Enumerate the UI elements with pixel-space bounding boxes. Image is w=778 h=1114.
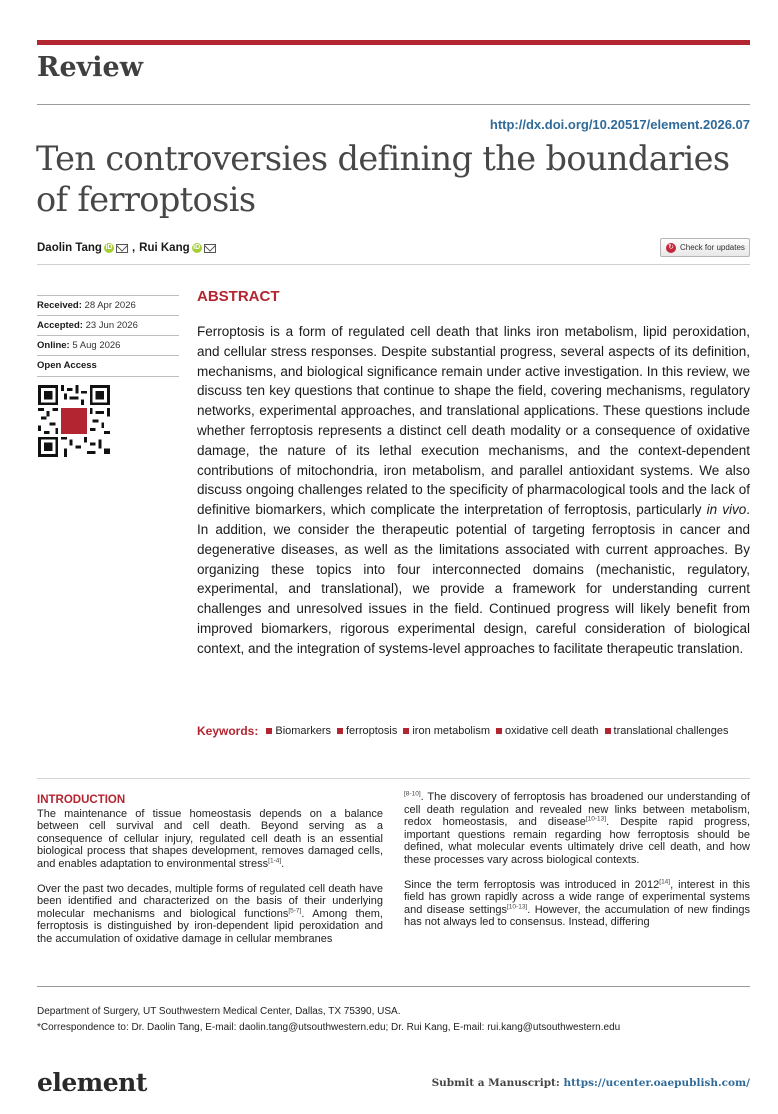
header-divider: [37, 104, 750, 105]
online-date: Online: 5 Aug 2026: [37, 340, 121, 351]
author-divider: [37, 264, 750, 265]
citation[interactable]: [5-7]: [288, 907, 302, 915]
open-access-label: Open Access: [37, 360, 97, 371]
citation[interactable]: [14]: [659, 877, 671, 885]
citation[interactable]: [10-13]: [507, 903, 528, 911]
check-updates-label: Check for updates: [680, 243, 745, 252]
intro-paragraph-1: The maintenance of tissue homeostasis depends on a balance between cell survival and cell death. Beyond serving as a consequence of cellular injury, regulated cell death is an essential biological process that shapes development, removes damaged cells, and enables adaptation to environmental stress[1-4].: [37, 807, 383, 870]
author-name-2[interactable]: Rui Kang: [139, 242, 190, 254]
citation[interactable]: [1-4]: [268, 857, 282, 865]
body-divider: [37, 778, 750, 779]
received-date: Received: 28 Apr 2026: [37, 300, 136, 311]
doi-link[interactable]: http://dx.doi.org/10.20517/element.2026.07: [489, 117, 750, 132]
author-name-1[interactable]: Daolin Tang: [37, 242, 102, 254]
submit-url[interactable]: https://ucenter.oaepublish.com/: [563, 1077, 750, 1089]
submit-manuscript: [432, 1077, 750, 1089]
intro-right-column: [404, 791, 750, 941]
accepted-date: Accepted: 23 Jun 2026: [37, 320, 138, 331]
section-label: Review: [37, 52, 143, 83]
article-title: Ten controversies defining the boundaries of ferroptosis: [36, 139, 730, 219]
abstract-heading: ABSTRACT: [197, 288, 280, 305]
orcid-icon[interactable]: iD: [193, 244, 201, 251]
citation[interactable]: [8-10]: [404, 790, 421, 798]
keyword-item[interactable]: Biomarkers: [266, 725, 331, 737]
affiliation: Department of Surgery, UT Southwestern Medical Center, Dallas, TX 75390, USA.: [37, 1006, 401, 1017]
affiliation-block: [37, 1004, 750, 1036]
journal-logo: element: [37, 1068, 147, 1097]
meta-rule: [37, 335, 179, 336]
citation[interactable]: [10-13]: [585, 815, 607, 823]
meta-rule: [37, 315, 179, 316]
intro-paragraph-3: Since the term ferroptosis was introduced in 2012[14], interest in this field has grown rapidly across a wide range of experimental systems and disease settings[10-13]. However, the accumulation of new findings has not always led to consensus. Instead, differing: [404, 877, 750, 929]
submit-label: Submit a Manuscript:: [431, 1077, 560, 1089]
correspondence: *Correspondence to: Dr. Daolin Tang, E-mail: daolin.tang@utsouthwestern.edu; Dr. Rui Kang, E-mail: rui.kang@utsouthwestern.edu: [37, 1022, 621, 1033]
email-icon[interactable]: [116, 244, 128, 253]
intro-paragraph-2b: [8-10]. The discovery of ferroptosis has broadened our understanding of cell death regulation and revealed new links between metabolism, redox homeostasis, and disease[10-13]. Despite rapid progress, important questions remain regarding how ferroptosis should be defined, what molecular events ultimately drive cell death, and how these processes vary across biological contexts.: [404, 790, 750, 866]
introduction-heading: INTRODUCTION: [37, 794, 126, 806]
intro-paragraph-2a: Over the past two decades, multiple forms of regulated cell death have been identified and characterized on the basis of their underlying molecular mechanisms and biological functions[5-7]. Among them, ferroptosis is distinguished by iron-dependent lipid peroxidation and the accumulation of oxidative damage in cellular membranes: [37, 882, 383, 945]
meta-rule: [37, 295, 179, 296]
keywords-label: Keywords:: [197, 724, 259, 738]
orcid-icon[interactable]: iD: [105, 244, 113, 251]
abstract-italic: in vivo: [706, 502, 747, 518]
check-updates-button[interactable]: [660, 238, 750, 257]
check-updates-icon: ↻: [666, 243, 676, 253]
top-accent-bar: [37, 40, 750, 45]
author-separator: ,: [131, 242, 136, 254]
footer-divider: [37, 986, 750, 987]
keyword-item[interactable]: iron metabolism: [403, 725, 490, 737]
abstract-text: Ferroptosis is a form of regulated cell death that links iron metabolism, lipid peroxidation, and cellular stress responses. Despite substantial progress, several aspects of its definition, mechanisms, and biological significance remain under active investigation. In this review, we discuss ten key questions that continue to shape the field, covering mechanisms, regulatory networks, experimental approaches, and translational applications. These questions include whether ferroptosis represents a distinct cell death modality or a consequence of oxidative damage, the nature of its lethal execution mechanisms, and the context-dependent contributions of mitochondria, iron metabolism, and parallel antioxidant systems. We also discuss ongoing challenges related to the specificity of pharmacological tools and the lack of definitive biomarkers, which complicate the interpretation of ferroptosis, particularly in vivo. In addition, we consider the therapeutic potential of targeting ferroptosis in cancer and degenerative diseases, as well as the limitations associated with current approaches. By organizing these topics into four interconnected domains (mechanistic, regulatory, experimental, and translational), we provide a framework for understanding current challenges and unresolved issues in the field. Continued progress will likely benefit from improved biomarkers, rigorous experimental design, careful consideration of biological context, and the integration of systems-level approaches to facilitate therapeutic translation.: [197, 324, 750, 656]
keywords: [197, 724, 735, 738]
meta-rule: [37, 376, 179, 377]
keyword-item[interactable]: translational challenges: [605, 725, 729, 737]
qr-code[interactable]: [38, 385, 110, 457]
intro-left-column: [37, 794, 383, 958]
keyword-item[interactable]: oxidative cell death: [496, 725, 599, 737]
keyword-item[interactable]: ferroptosis: [337, 725, 397, 737]
meta-rule: [37, 355, 179, 356]
author-list: [37, 242, 220, 254]
email-icon[interactable]: [204, 244, 216, 253]
